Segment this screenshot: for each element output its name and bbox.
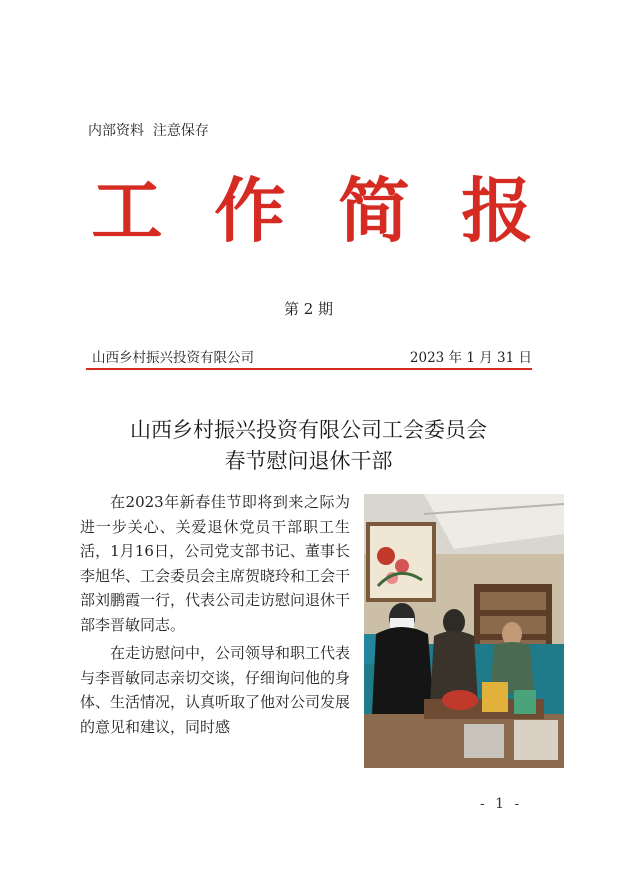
masthead-char: 作 [214,169,287,252]
visit-photo-illustration [364,494,564,768]
classification-label: 内部资料 注意保存 [88,123,209,139]
issue-number: 第 2 期 [283,300,334,318]
masthead-char: 简 [337,169,410,252]
article-paragraph: 在走访慰问中，公司领导和职工代表与李晋敏同志亲切交谈，仔细询问他的身体、生活情况，认真听取了他对公司发展的意见和建议，同时感 [80,644,351,736]
masthead-char: 工 [91,169,163,252]
masthead-char: 报 [461,169,533,252]
red-divider [86,368,532,370]
publisher-name: 山西乡村振兴投资有限公司 [92,350,254,366]
article-title-line: 春节慰问退休干部 [224,449,393,473]
publication-info [92,346,532,366]
page-number: - 1 - [480,796,523,812]
article-title-line: 山西乡村振兴投资有限公司工会委员会 [130,418,487,442]
article-paragraph: 在2023年新春佳节即将到来之际为进一步关心、关爱退休党员干部职工生活，1月16日，公司党支部书记、董事长李旭华、工会委员会主席贺晓玲和工会干部刘鹏霞一行，代表公司走访慰问退休干部李晋敏同志。 [80,493,351,634]
visit-photo [364,494,564,768]
publication-date: 2023 年 1 月 31 日 [409,350,532,366]
article-title [0,415,617,477]
masthead-title [92,166,532,256]
article-body [80,490,350,743]
